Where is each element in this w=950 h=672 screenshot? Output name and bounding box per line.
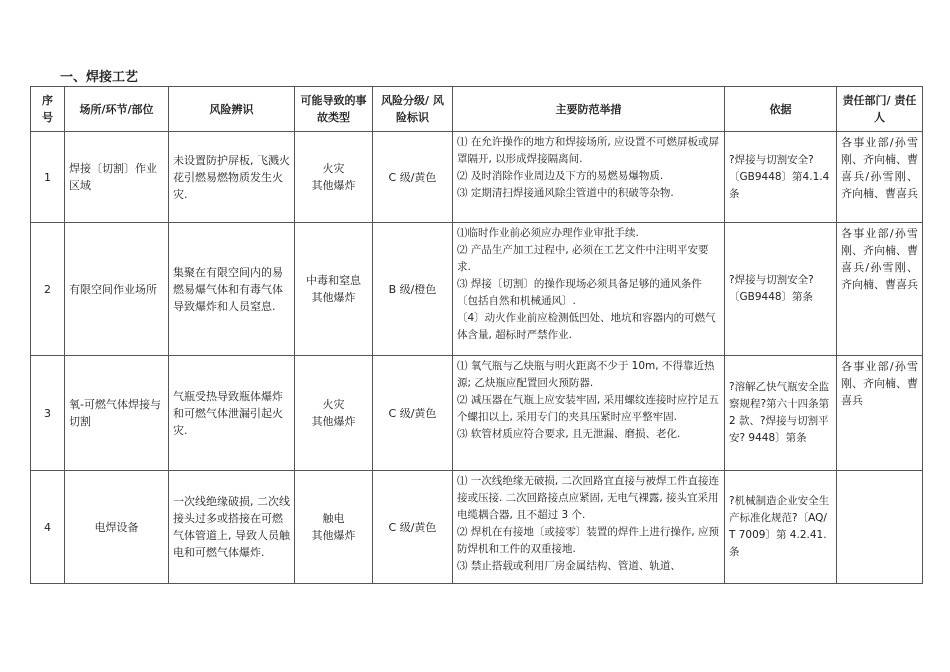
measure-item: ⑶ 定期清扫焊接通风除尘管道中的积破等杂物. bbox=[457, 187, 674, 199]
header-measures: 主要防范举措 bbox=[453, 87, 725, 132]
measure-item: ⑵ 焊机在有接地〔或接零〕装置的焊件上进行操作, 应预防焊机和工件的双重接地. bbox=[457, 526, 720, 555]
measure-item: ⑶ 禁止搭载或利用厂房金属结构、管道、轨道、 bbox=[457, 560, 681, 572]
measure-item: ⑵ 减压器在气瓶上应安装牢固, 采用螺纹连接时应拧足五个螺扣以上, 采用专门的夹具压紧时应平整牢固. bbox=[457, 394, 720, 423]
resp-cell: 各事业部/孙雪刚、齐向楠、曹喜兵/孙雪刚、齐向楠、曹喜兵 bbox=[837, 223, 923, 356]
accident-cell bbox=[295, 132, 373, 223]
seq-cell: 3 bbox=[31, 356, 65, 471]
level-cell: C 级/黄色 bbox=[373, 471, 453, 584]
risk-table bbox=[30, 86, 923, 584]
table-row bbox=[31, 223, 923, 356]
level-cell: C 级/黄色 bbox=[373, 356, 453, 471]
measure-item: ⑵ 产品生产加工过程中, 必须在工艺文件中注明平安要求. bbox=[457, 244, 709, 273]
accident-line: 其他爆炸 bbox=[311, 179, 356, 192]
header-place: 场所/环节/部位 bbox=[65, 87, 169, 132]
accident-line: 火灾 bbox=[322, 398, 345, 411]
resp-cell: 各事业部/孙雪刚、齐向楠、曹喜兵 bbox=[837, 356, 923, 471]
place-cell: 电焊设备 bbox=[65, 471, 169, 584]
measures-cell bbox=[453, 471, 725, 584]
measures-cell bbox=[453, 223, 725, 356]
header-accident: 可能导致的事故类型 bbox=[295, 87, 373, 132]
measure-item: ⑴ 氧气瓶与乙炔瓶与明火距离不少于 10m, 不得靠近热源; 乙炔瓶应配置回火预防器. bbox=[457, 360, 715, 389]
header-basis: 依据 bbox=[725, 87, 837, 132]
measure-item: ⑶ 软管材质应符合要求, 且无泄漏、磨损、老化. bbox=[457, 428, 681, 440]
header-resp: 责任部门/ 责任人 bbox=[837, 87, 923, 132]
accident-line: 其他爆炸 bbox=[311, 529, 356, 542]
seq-cell: 2 bbox=[31, 223, 65, 356]
risk-cell: 一次线绝缘破损, 二次线接头过多或搭接在可燃气体管道上, 导致人员触电和可燃气体爆炸. bbox=[169, 471, 295, 584]
seq-cell: 4 bbox=[31, 471, 65, 584]
accident-cell bbox=[295, 471, 373, 584]
resp-cell bbox=[837, 471, 923, 584]
measure-item: ⑵ 及时消除作业周边及下方的易燃易爆物质. bbox=[457, 170, 664, 182]
place-cell: 氧-可燃气体焊接与切割 bbox=[65, 356, 169, 471]
measure-item: ⑴ 在允许操作的地方和焊接场所, 应设置不可燃屏板或屏罩隔开, 以形成焊接隔离间. bbox=[457, 136, 720, 165]
header-risk: 风险辨识 bbox=[169, 87, 295, 132]
basis-cell: ?溶解乙快气瓶安全监察规程?第六十四条第 2 款、?焊接与切割平安? 9448〕第条 bbox=[725, 356, 837, 471]
measures-cell bbox=[453, 132, 725, 223]
risk-cell: 集聚在有限空间内的易燃易爆气体和有毒气体导致爆炸和人员窒息. bbox=[169, 223, 295, 356]
measure-item: ⑶ 焊接〔切割〕的操作现场必须具备足够的通风条件〔包括自然和机械通风〕. bbox=[457, 278, 702, 307]
header-seq: 序 号 bbox=[31, 87, 65, 132]
header-row bbox=[31, 87, 923, 132]
measure-item: ⑴ 一次线绝缘无破损, 二次回路宜直接与被焊工件直接连接或压接. 二次回路接点应紧固, 无电气裸露, 接头宜采用电缆耦合器, 且不超过 3 个. bbox=[457, 475, 720, 521]
accident-line: 中毒和窒息 其他爆炸 bbox=[306, 274, 361, 304]
seq-cell: 1 bbox=[31, 132, 65, 223]
resp-cell: 各事业部/孙雪刚、齐向楠、曹喜兵/孙雪刚、齐向楠、曹喜兵 bbox=[837, 132, 923, 223]
table-row bbox=[31, 356, 923, 471]
accident-line: 火灾 bbox=[322, 162, 345, 175]
accident-line: 触电 bbox=[322, 512, 345, 525]
table-row bbox=[31, 132, 923, 223]
accident-cell bbox=[295, 223, 373, 356]
basis-cell: ?机械制造企业安全生产标准化规范?〔AQ/T 7009〕第 4.2.41.条 bbox=[725, 471, 837, 584]
measures-cell bbox=[453, 356, 725, 471]
accident-line: 其他爆炸 bbox=[311, 415, 356, 428]
basis-cell: ?焊接与切割安全?〔GB9448〕第4.1.4 条 bbox=[725, 132, 837, 223]
level-cell: C 级/黄色 bbox=[373, 132, 453, 223]
accident-cell bbox=[295, 356, 373, 471]
basis-cell: ?焊接与切割安全?〔GB9448〕第条 bbox=[725, 223, 837, 356]
section-title: 一、焊接工艺 bbox=[60, 70, 139, 85]
level-cell: B 级/橙色 bbox=[373, 223, 453, 356]
table-row bbox=[31, 471, 923, 584]
risk-cell: 未设置防护屏板, 飞溅火花引燃易燃物质发生火灾. bbox=[169, 132, 295, 223]
measure-item: 〔4〕动火作业前应检测低凹处、地坑和容器内的可燃气体含量, 超标时严禁作业. bbox=[457, 312, 716, 341]
measure-item: ⑴临时作业前必须应办理作业审批手续. bbox=[457, 227, 639, 239]
place-cell: 焊接〔切割〕作业区域 bbox=[65, 132, 169, 223]
risk-cell: 气瓶受热导致瓶体爆炸和可燃气体泄漏引起火灾. bbox=[169, 356, 295, 471]
header-level: 风险分级/ 风险标识 bbox=[373, 87, 453, 132]
place-cell: 有限空间作业场所 bbox=[65, 223, 169, 356]
